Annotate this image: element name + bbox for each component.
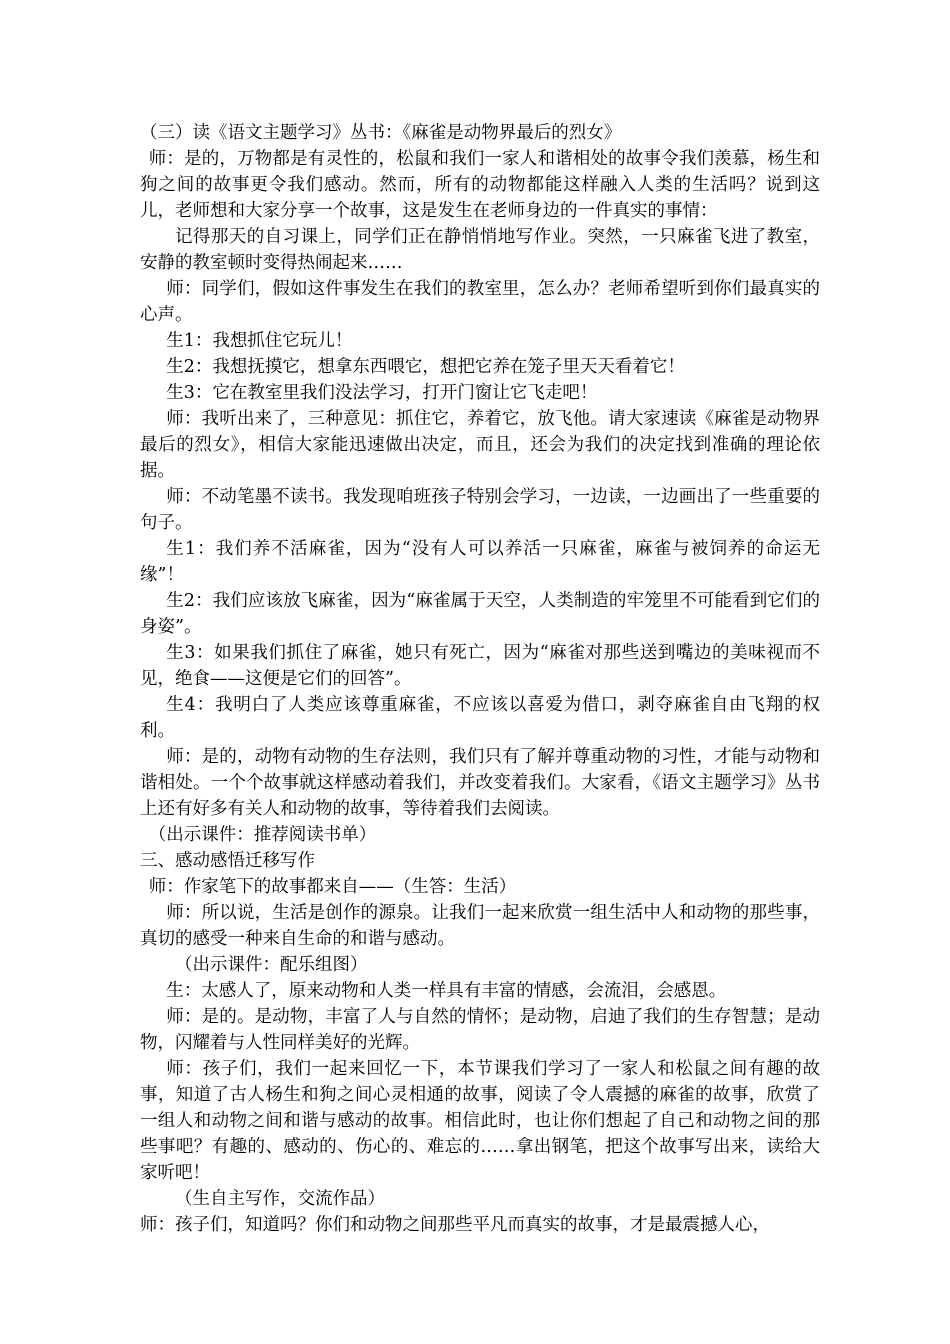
paragraph-student-4-answer: 生4：我明白了人类应该尊重麻雀，不应该以喜爱为借口，剥夺麻雀自由飞翔的权利。 (140, 695, 820, 741)
paragraph-teacher-life-source: 师：所以说，生活是创作的源泉。让我们一起来欣赏一组生活中人和动物的那些事，真切的感受一种来自生命的和谐与感动。 (140, 903, 820, 949)
paragraph-teacher-writers: 师：作家笔下的故事都来自——（生答：生活） (148, 877, 517, 897)
paragraph-teacher-three-opinions: 师：我听出来了，三种意见：抓住它，养着它，放飞他。请大家速读《麻雀是动物界最后的烈女》，相信大家能迅速做出决定，而且，还会为我们的决定找到准确的理论依据。 (140, 409, 820, 481)
paragraph-teacher-animals: 师：是的。是动物，丰富了人与自然的情怀；是动物，启迪了我们的生存智慧；是动物，闪耀着与人性同样美好的光辉。 (140, 1007, 820, 1053)
paragraph-student-2: 生2：我想抚摸它，想拿东西喂它，想把它养在笼子里天天看着它！ (166, 357, 685, 377)
section-heading-reading: （三）读《语文主题学习》丛书：《麻雀是动物界最后的烈女》 (140, 123, 622, 143)
paragraph-story: 记得那天的自习课上，同学们正在静悄悄地写作业。突然，一只麻雀飞进了教室，安静的教室顿时变得热闹起来…… (140, 227, 820, 273)
paragraph-courseware-booklist: （出示课件：推荐阅读书单） (148, 825, 377, 845)
paragraph-teacher-intro: 师：是的，万物都是有灵性的，松鼠和我们一家人和谐相处的故事令我们羡慕，杨生和狗之间的故事更令我们感动。然而，所有的动物都能这样融入人类的生活吗？说到这儿，老师想和大家分享一个故事，这是发生在老师身边的一件真实的事情： (140, 149, 820, 221)
paragraph-student-1-answer: 生1：我们养不活麻雀，因为“没有人可以养活一只麻雀，麻雀与被饲养的命运无缘”！ (140, 539, 820, 585)
paragraph-courseware-pictures: （出示课件：配乐组图） (175, 955, 368, 975)
paragraph-student-3-answer: 生3：如果我们抓住了麻雀，她只有死亡，因为“麻雀对那些送到嘴边的美味视而不见，绝食——这便是它们的回答”。 (140, 643, 820, 689)
paragraph-student-3: 生3：它在教室里我们没法学习，打开门窗让它飞走吧！ (166, 383, 598, 403)
paragraph-student-2-answer: 生2：我们应该放飞麻雀，因为“麻雀属于天空，人类制造的牢笼里不可能看到它们的身姿”。 (140, 591, 820, 637)
paragraph-student-1: 生1：我想抓住它玩儿！ (166, 331, 353, 351)
paragraph-teacher-reading-habit: 师：不动笔墨不读书。我发现咱班孩子特别会学习，一边读，一边画出了一些重要的句子。 (140, 487, 820, 533)
section-heading-writing: 三、感动感悟迁移写作 (140, 851, 315, 871)
paragraph-student-moved: 生：太感人了，原来动物和人类一样具有丰富的情感，会流泪，会感恩。 (166, 981, 727, 1001)
paragraph-teacher-closing: 师：孩子们，知道吗？你们和动物之间那些平凡而真实的故事，才是最震撼人心， (140, 1215, 770, 1235)
document-body (140, 120, 820, 1238)
paragraph-teacher-question: 师：同学们，假如这件事发生在我们的教室里，怎么办？老师希望听到你们最真实的心声。 (140, 279, 820, 325)
paragraph-teacher-recap: 师：孩子们，我们一起来回忆一下，本节课我们学习了一家人和松鼠之间有趣的故事，知道了古人杨生和狗之间心灵相通的故事，阅读了令人震撼的麻雀的故事，欣赏了一组人和动物之间和谐与感动的故事。相信此时，也让你们想起了自己和动物之间的那些事吧？有趣的、感动的、伤心的、难忘的……拿出钢笔，把这个故事写出来，读给大家听吧！ (140, 1059, 820, 1183)
paragraph-student-writing: （生自主写作，交流作品） (175, 1189, 385, 1209)
paragraph-teacher-summary: 师：是的，动物有动物的生存法则，我们只有了解并尊重动物的习性，才能与动物和谐相处。一个个故事就这样感动着我们，并改变着我们。大家看，《语文主题学习》丛书上还有好多有关人和动物的故事，等待着我们去阅读。 (140, 747, 820, 819)
